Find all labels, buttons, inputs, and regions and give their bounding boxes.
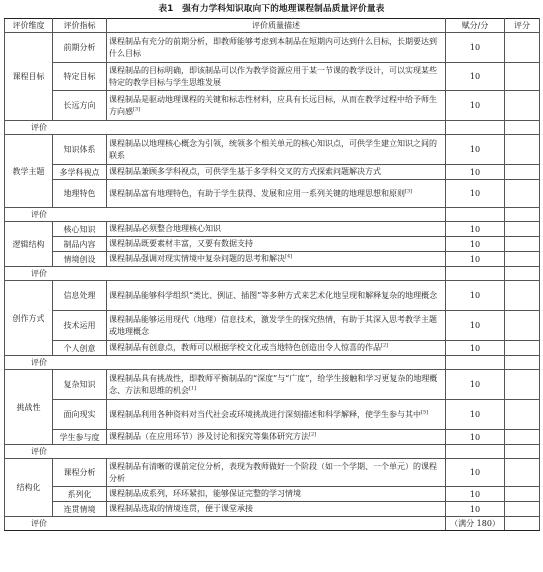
- score-input-cell[interactable]: [505, 91, 540, 121]
- points-cell: 10: [446, 430, 505, 445]
- description-text: 课程制品具有挑战性，即教师平衡制品的“深度”与“广度”，给学生接触和学习更复杂的地理概念、方法和思维的机会: [109, 374, 438, 395]
- table-row: [5, 341, 540, 356]
- evaluation-points-cell: [446, 445, 505, 459]
- citation-marker: [4]: [285, 253, 293, 260]
- description-cell: [107, 311, 446, 341]
- score-input-cell[interactable]: [505, 252, 540, 267]
- description-text: 课程制品能够科学组织“类比、例证、插图”等多种方式来艺术化地呈现和解释复杂的地理概念: [109, 290, 438, 300]
- score-input-cell[interactable]: [505, 459, 540, 487]
- table-row: [5, 91, 540, 121]
- points-cell: 10: [446, 502, 505, 517]
- table-row: [5, 400, 540, 430]
- description-text: 课程制品兼顾多学科视点，可供学生基于多学科交叉的方式探索问题解决方式: [109, 167, 381, 177]
- score-input-cell[interactable]: [505, 135, 540, 165]
- indicator-cell: 长远方向: [53, 91, 107, 121]
- evaluation-points-cell: [446, 121, 505, 135]
- table-title: 表1 强有力学科知识取向下的地理课程制品质量评价量表: [158, 4, 385, 14]
- score-input-cell[interactable]: [505, 165, 540, 180]
- score-input-cell[interactable]: [505, 370, 540, 400]
- description-cell: [107, 222, 446, 237]
- evaluation-row: [5, 445, 540, 459]
- score-input-cell[interactable]: [505, 237, 540, 252]
- table-row: [5, 165, 540, 180]
- description-cell: [107, 341, 446, 356]
- evaluation-row: [5, 517, 540, 531]
- table-header-row: [5, 19, 540, 33]
- total-score: （满分 180）: [446, 517, 505, 531]
- points-cell: 10: [446, 33, 505, 63]
- evaluation-points-cell: [446, 208, 505, 222]
- citation-marker: [5]: [421, 409, 429, 416]
- description-text: 课程制品有充分的前期分析，即教师能够考虑到本制品在短期内可达到什么目标，长期要达到什么目标: [109, 37, 437, 58]
- evaluation-score-cell[interactable]: [505, 121, 540, 135]
- description-text: 课程制品以地理核心概念为引领，统领多个相关单元的核心知识点，可供学生建立知识之间的联系: [109, 139, 437, 160]
- points-cell: 10: [446, 400, 505, 430]
- description-text: 课程制品选取的情境连贯，便于课堂承接: [109, 504, 253, 514]
- header-dimension: 评价维度: [5, 19, 53, 33]
- table-row: [5, 370, 540, 400]
- table-row: [5, 135, 540, 165]
- dimension-cell: 逻辑结构: [5, 222, 53, 267]
- header-score: 评分: [505, 19, 540, 33]
- description-text: 课程制品（在应用环节）涉及讨论和探究等集体研究方法: [109, 432, 309, 442]
- score-input-cell[interactable]: [505, 502, 540, 517]
- description-cell: [107, 252, 446, 267]
- points-cell: 10: [446, 222, 505, 237]
- evaluation-points-cell: [446, 267, 505, 281]
- citation-marker: [2]: [309, 431, 317, 438]
- evaluation-label: 评价: [5, 445, 446, 459]
- points-cell: 10: [446, 135, 505, 165]
- points-cell: 10: [446, 237, 505, 252]
- indicator-cell: 前期分析: [53, 33, 107, 63]
- indicator-cell: 情境创设: [53, 252, 107, 267]
- table-row: [5, 63, 540, 91]
- description-text: 课程制品能够运用现代（地理）信息技术，激发学生的探究热情，有助于其深入思考教学主题或地理概念: [109, 315, 437, 336]
- description-text: 课程制品有清晰的课前定位分析，表现为教师做好一个阶段（如一个学期、一个单元）的课程分析: [109, 462, 437, 483]
- points-cell: 10: [446, 311, 505, 341]
- dimension-cell: 教学主题: [5, 135, 53, 208]
- evaluation-label: 评价: [5, 208, 446, 222]
- points-cell: 10: [446, 487, 505, 502]
- indicator-cell: 课程分析: [53, 459, 107, 487]
- score-input-cell[interactable]: [505, 430, 540, 445]
- indicator-cell: 地理特色: [53, 180, 107, 208]
- points-cell: 10: [446, 63, 505, 91]
- description-cell: [107, 91, 446, 121]
- indicator-cell: 系列化: [53, 487, 107, 502]
- description-cell: [107, 487, 446, 502]
- points-cell: 10: [446, 459, 505, 487]
- points-cell: 10: [446, 91, 505, 121]
- points-cell: 10: [446, 281, 505, 311]
- evaluation-score-cell[interactable]: [505, 356, 540, 370]
- score-input-cell[interactable]: [505, 400, 540, 430]
- evaluation-score-cell[interactable]: [505, 208, 540, 222]
- points-cell: 10: [446, 165, 505, 180]
- description-cell: [107, 400, 446, 430]
- score-input-cell[interactable]: [505, 180, 540, 208]
- table-row: [5, 237, 540, 252]
- evaluation-label: 评价: [5, 121, 446, 135]
- description-cell: [107, 180, 446, 208]
- description-text: 课程制品富有地理特色，有助于学生获得、发展和应用一系列关键的地理思想和原则: [109, 188, 405, 198]
- citation-marker: [2]: [381, 342, 389, 349]
- points-cell: 10: [446, 180, 505, 208]
- indicator-cell: 连贯情境: [53, 502, 107, 517]
- description-cell: [107, 430, 446, 445]
- evaluation-row: [5, 267, 540, 281]
- table-row: [5, 502, 540, 517]
- score-input-cell[interactable]: [505, 63, 540, 91]
- header-indicator: 评价指标: [53, 19, 107, 33]
- table-body: [5, 33, 540, 531]
- indicator-cell: 技术运用: [53, 311, 107, 341]
- table-row: [5, 222, 540, 237]
- description-text: 课程制品既要素材丰富，又要有数据支持: [109, 239, 253, 249]
- indicator-cell: 面向现实: [53, 400, 107, 430]
- table-row: [5, 311, 540, 341]
- description-text: 课程制品的目标明确，即该制品可以作为教学资源应用于某一节课的教学设计，可以实现某些特定的教学目标与学生思维发展: [109, 66, 437, 87]
- evaluation-label: 评价: [5, 267, 446, 281]
- points-cell: 10: [446, 341, 505, 356]
- description-text: 课程制品是驱动地理课程的关键和标志性材料，应具有长远目标，从而在教学过程中给予师生方向感: [109, 95, 437, 116]
- evaluation-points-cell: [446, 356, 505, 370]
- indicator-cell: 知识体系: [53, 135, 107, 165]
- evaluation-table: [4, 18, 540, 531]
- description-cell: [107, 370, 446, 400]
- score-input-cell[interactable]: [505, 222, 540, 237]
- description-text: 课程制品成系列，环环紧扣，能够保证完整的学习情境: [109, 489, 301, 499]
- dimension-cell: 创作方式: [5, 281, 53, 356]
- description-text: 课程制品必须整合地理核心知识: [109, 224, 221, 234]
- description-cell: [107, 459, 446, 487]
- description-cell: [107, 33, 446, 63]
- description-cell: [107, 135, 446, 165]
- evaluation-row: [5, 208, 540, 222]
- indicator-cell: 信息处理: [53, 281, 107, 311]
- score-input-cell[interactable]: [505, 33, 540, 63]
- table-row: [5, 33, 540, 63]
- table-row: [5, 252, 540, 267]
- table-row: [5, 180, 540, 208]
- indicator-cell: 核心知识: [53, 222, 107, 237]
- points-cell: 10: [446, 370, 505, 400]
- evaluation-label: 评价: [5, 517, 446, 531]
- evaluation-label: 评价: [5, 356, 446, 370]
- table-row: [5, 430, 540, 445]
- indicator-cell: 制品内容: [53, 237, 107, 252]
- indicator-cell: 复杂知识: [53, 370, 107, 400]
- citation-marker: [3]: [133, 105, 141, 112]
- dimension-cell: 课程目标: [5, 33, 53, 121]
- evaluation-row: [5, 121, 540, 135]
- indicator-cell: 特定目标: [53, 63, 107, 91]
- header-points: 赋分/分: [446, 19, 505, 33]
- dimension-cell: 挑战性: [5, 370, 53, 445]
- description-cell: [107, 502, 446, 517]
- citation-marker: [1]: [189, 384, 197, 391]
- dimension-cell: 结构化: [5, 459, 53, 517]
- description-text: 课程制品利用各种资料对当代社会或环境挑战进行深刻描述和科学解释，使学生参与其中: [109, 409, 421, 419]
- evaluation-row: [5, 356, 540, 370]
- table-row: [5, 459, 540, 487]
- table-row: [5, 487, 540, 502]
- evaluation-score-cell[interactable]: [505, 517, 540, 531]
- evaluation-score-cell[interactable]: [505, 445, 540, 459]
- description-cell: [107, 281, 446, 311]
- indicator-cell: 学生参与度: [53, 430, 107, 445]
- description-cell: [107, 237, 446, 252]
- score-input-cell[interactable]: [505, 311, 540, 341]
- citation-marker: [3]: [405, 188, 413, 195]
- score-input-cell[interactable]: [505, 281, 540, 311]
- description-text: 课程制品有创意点，教师可以根据学校文化或当地特色创造出令人惊喜的作品: [109, 343, 381, 353]
- score-input-cell[interactable]: [505, 487, 540, 502]
- description-cell: [107, 63, 446, 91]
- header-description: 评价质量描述: [107, 19, 446, 33]
- indicator-cell: 个人创意: [53, 341, 107, 356]
- indicator-cell: 多学科视点: [53, 165, 107, 180]
- description-cell: [107, 165, 446, 180]
- evaluation-score-cell[interactable]: [505, 267, 540, 281]
- description-text: 课程制品强调对现实情境中复杂问题的思考和解决: [109, 254, 285, 264]
- table-row: [5, 281, 540, 311]
- score-input-cell[interactable]: [505, 341, 540, 356]
- points-cell: 10: [446, 252, 505, 267]
